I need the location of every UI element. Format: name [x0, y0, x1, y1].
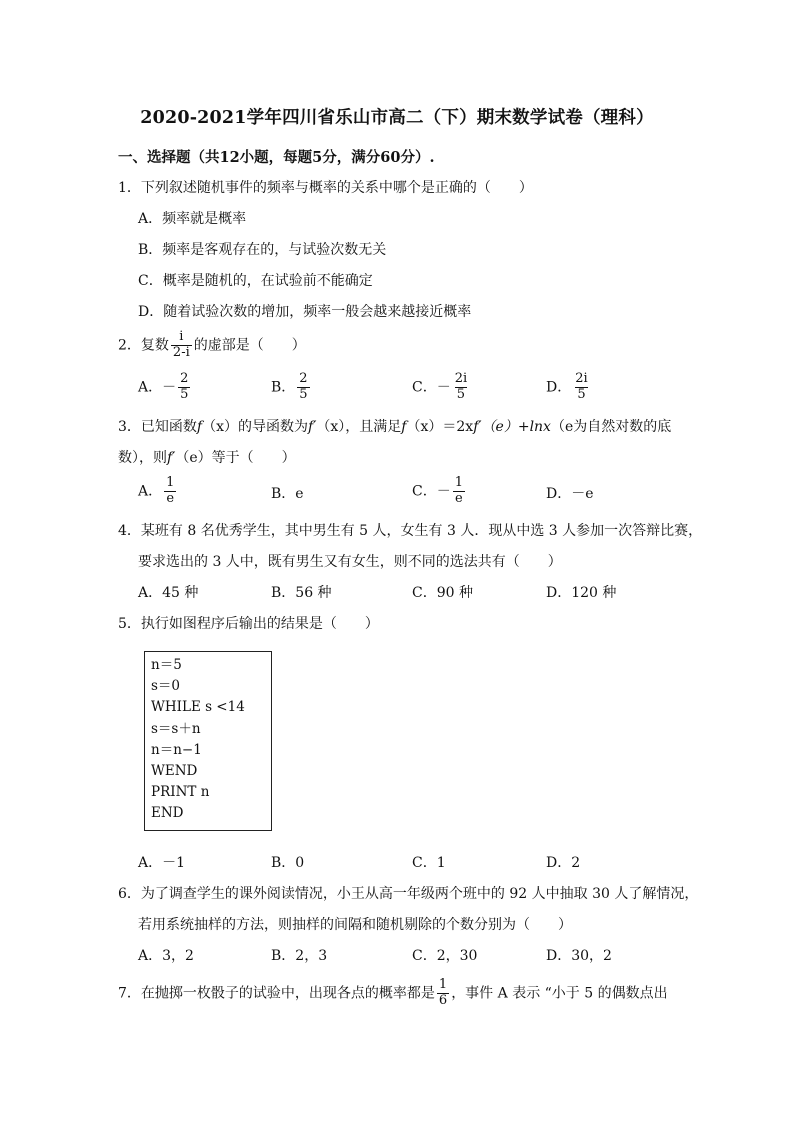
question-2-option-c: C．－ $\frac{2i}{5}$ — [412, 371, 468, 402]
question-6-stem-line-2: 若用系统抽样的方法，则抽样的间隔和随机剔除的个数分别为（ ） — [138, 917, 572, 933]
question-5-option-d: D．2 — [546, 855, 581, 871]
question-1-stem: 1．下列叙述随机事件的频率与概率的关系中哪个是正确的（ ） — [118, 180, 533, 196]
question-2-option-d: D． $\frac{2i}{5}$ — [546, 371, 588, 402]
question-7-fraction: $\frac{1}{6}$ — [438, 977, 448, 1008]
question-2-option-a: A．－ $\frac{2}{5}$ — [138, 371, 189, 402]
question-4-option-b: B．56 种 — [271, 585, 332, 601]
question-1-option-c: C．概率是随机的，在试验前不能确定 — [138, 273, 373, 289]
question-3-option-b: B．e — [271, 486, 304, 502]
question-2-options — [138, 372, 678, 402]
code-line: PRINT n — [151, 784, 210, 801]
question-3-stem-line-1: 3．已知函数f（x）的导函数为f′（x），且满足f（x）＝2xf′（e）+lnx（e为自然对数的底 — [118, 419, 672, 435]
question-6-options — [138, 945, 678, 975]
question-2-stem: 2．复数 $\frac{i}{2-i}$ 的虚部是（ ） — [118, 329, 306, 360]
question-2-option-b: B． $\frac{2}{5}$ — [271, 371, 308, 402]
question-6-option-a: A．3，2 — [138, 948, 194, 964]
question-3-option-c: C．－ $\frac{1}{e}$ — [412, 475, 463, 506]
question-5-stem: 5．执行如图程序后输出的结果是（ ） — [118, 616, 379, 632]
question-5-option-c: C．1 — [412, 855, 446, 871]
code-line: n＝5 — [151, 657, 182, 673]
question-3-option-a: A． $\frac{1}{e}$ — [138, 475, 175, 506]
question-6-stem-line-1: 6．为了调查学生的课外阅读情况，小王从高一年级两个班中的 92 人中抽取 30 人了解情况， — [118, 886, 699, 902]
question-4-option-c: C．90 种 — [412, 585, 473, 601]
question-4-stem-line-2: 要求选出的 3 人中，既有男生又有女生，则不同的选法共有（ ） — [138, 554, 562, 570]
question-3-stem-line-2: 数），则f′（e）等于（ ） — [118, 450, 296, 466]
question-4-option-a: A．45 种 — [138, 585, 199, 601]
page-title: 2020-2021学年四川省乐山市高二（下）期末数学试卷（理科） — [140, 108, 654, 128]
question-4-options — [138, 582, 678, 612]
question-5-option-b: B．0 — [271, 855, 305, 871]
question-6-option-c: C．2，30 — [412, 948, 478, 964]
question-1-option-a: A．频率就是概率 — [138, 211, 247, 227]
question-3-options — [138, 476, 678, 506]
section-heading: 一、选择题（共12小题，每题5分，满分60分）. — [118, 149, 435, 166]
code-line: s＝s＋n — [151, 720, 201, 737]
question-6-option-d: D．30，2 — [546, 948, 612, 964]
question-4-stem-line-1: 4．某班有 8 名优秀学生，其中男生有 5 人，女生有 3 人．现从中选 3 人参加一次答辩比赛， — [118, 523, 703, 539]
code-line: WEND — [151, 762, 198, 779]
code-line: END — [151, 805, 184, 822]
question-7-stem: 7．在抛掷一枚骰子的试验中，出现各点的概率都是 $\frac{1}{6}$ ，事件 A 表示 “小于 5 的偶数点出 — [118, 977, 668, 1008]
question-1-option-b: B．频率是客观存在的，与试验次数无关 — [138, 242, 387, 258]
code-line: s＝0 — [151, 678, 181, 695]
question-1-option-d: D．随着试验次数的增加，频率一般会越来越接近概率 — [138, 304, 472, 320]
code-line: WHILE s <14 — [151, 699, 245, 716]
question-4-option-d: D．120 种 — [546, 585, 617, 601]
code-line: n＝n−1 — [151, 741, 202, 758]
program-code-box — [144, 651, 272, 831]
question-6-option-b: B．2，3 — [271, 948, 328, 964]
question-5-option-a: A．－1 — [138, 855, 186, 871]
question-3-option-d: D．－e — [546, 486, 594, 502]
question-5-options — [138, 852, 678, 882]
question-2-fraction: $\frac{i}{2-i}$ — [172, 329, 190, 360]
